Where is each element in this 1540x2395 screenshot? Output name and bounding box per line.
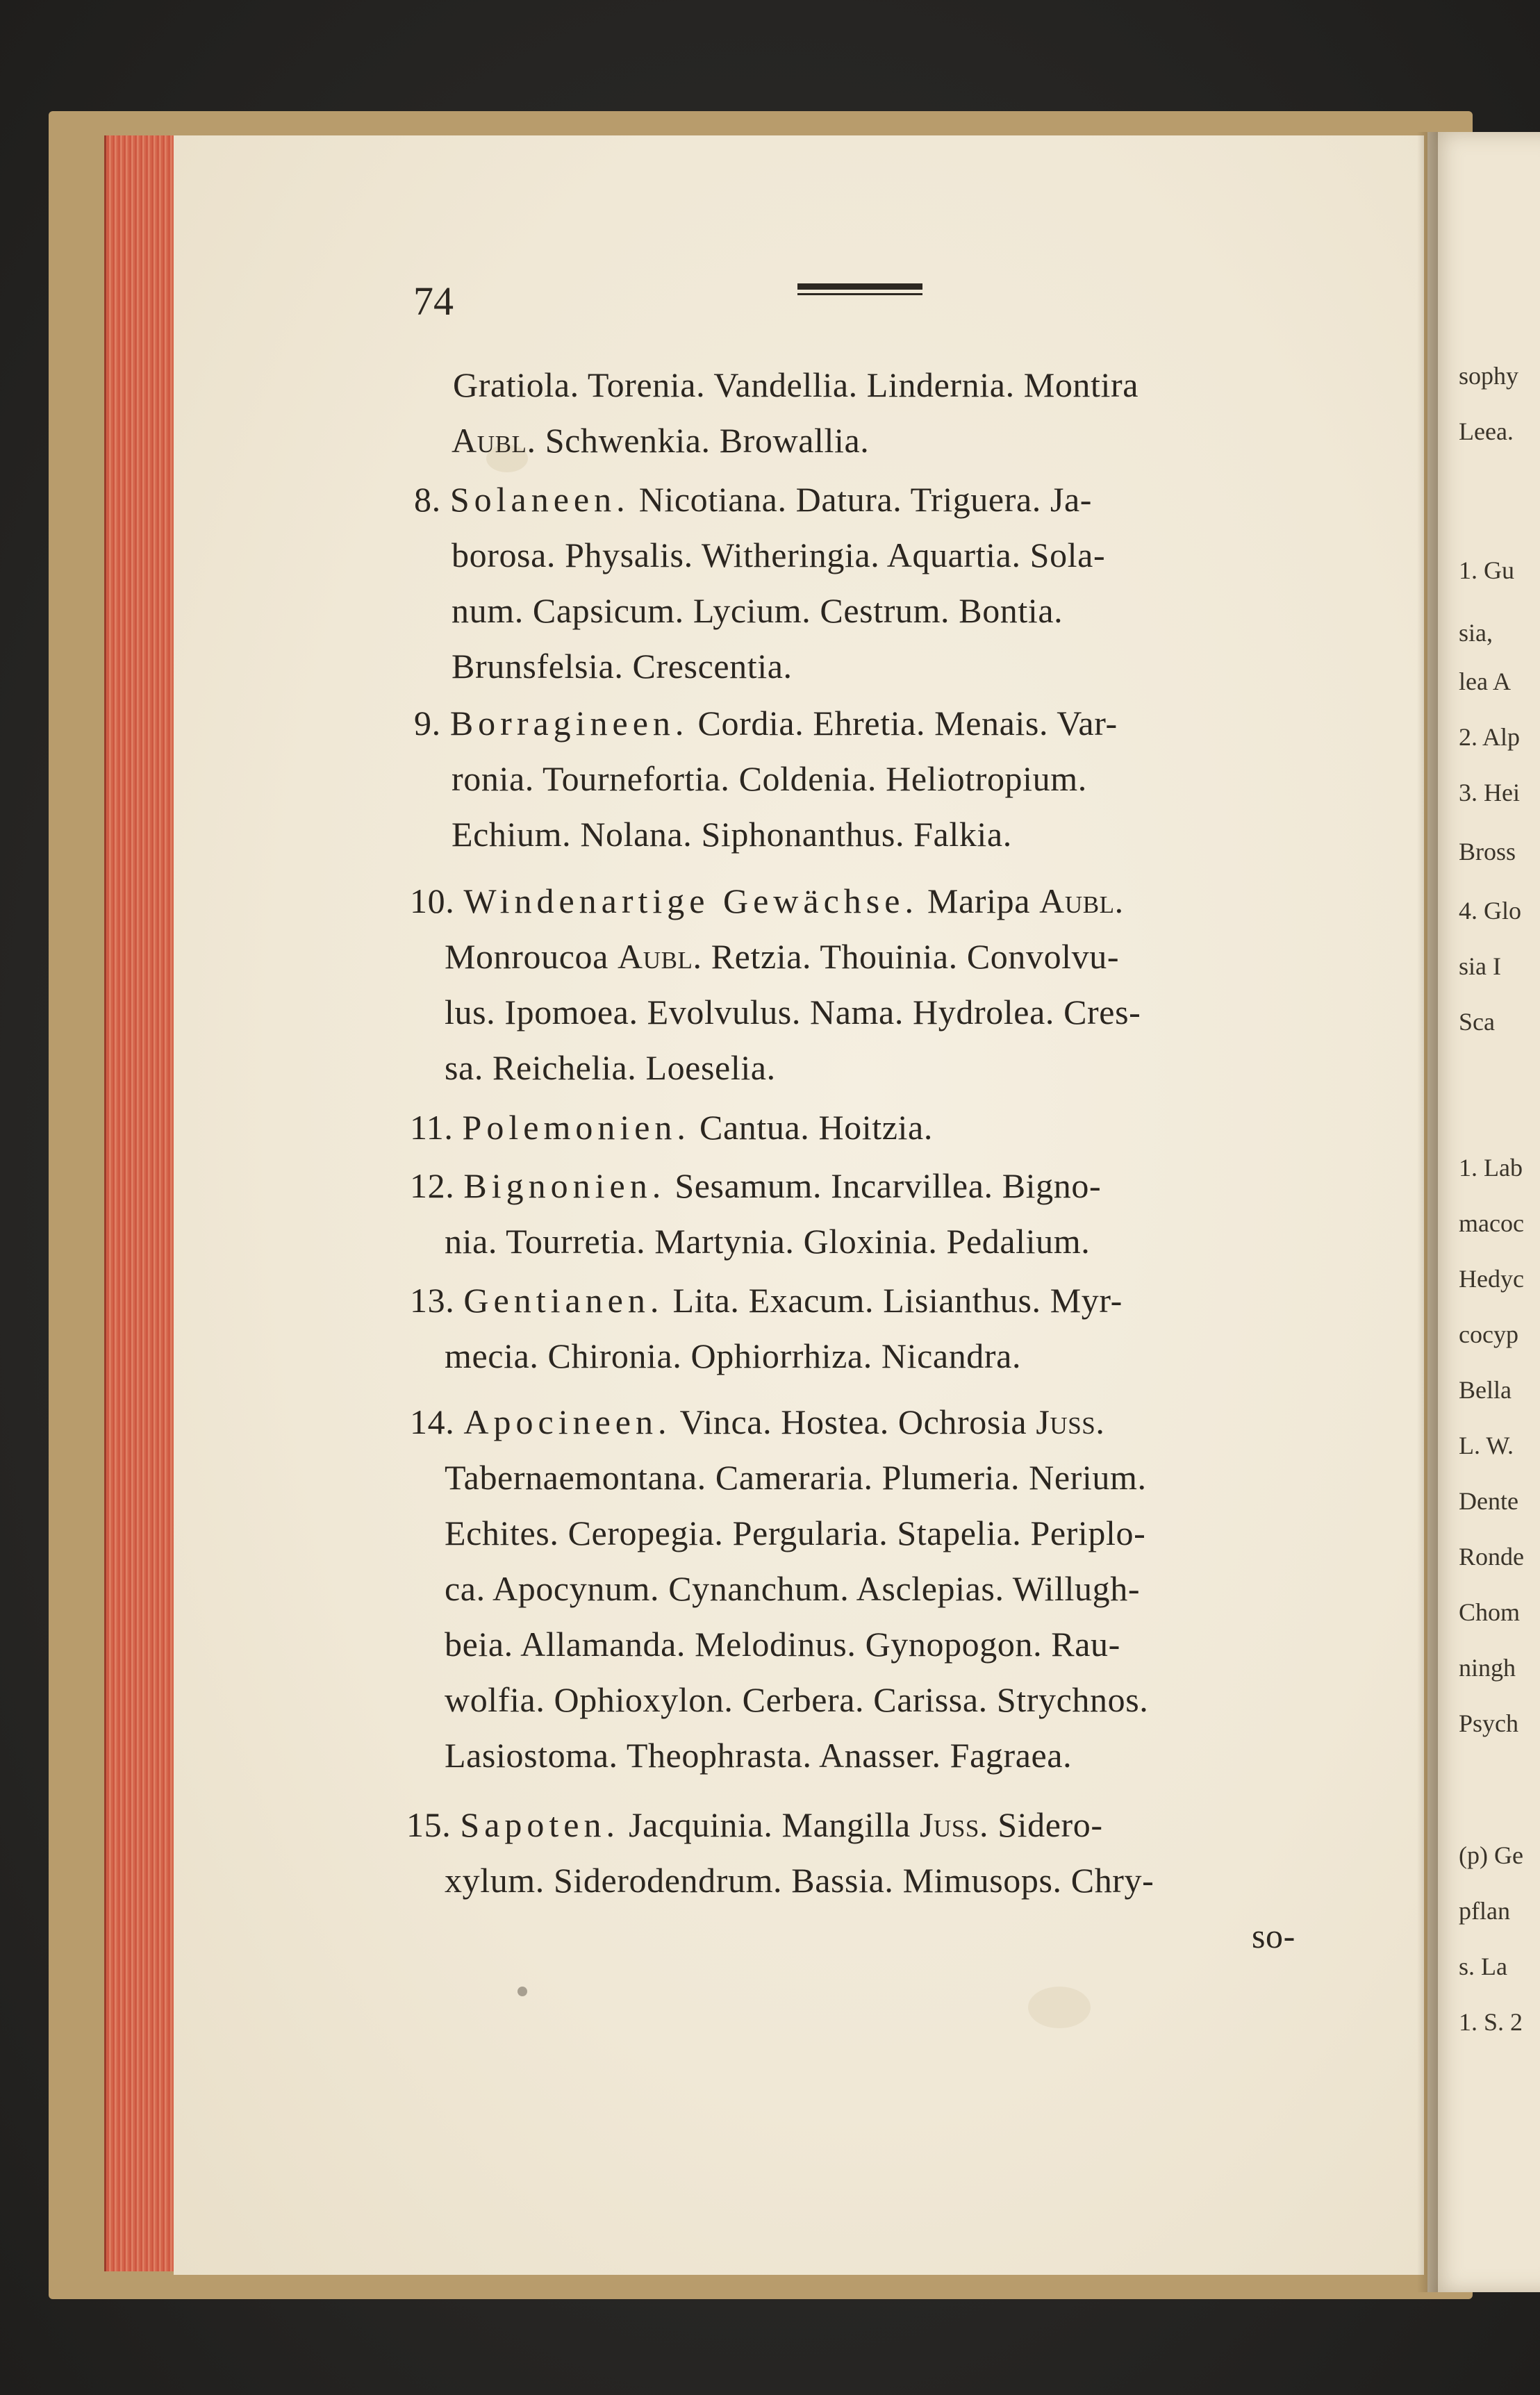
text-line: Lasiostoma. Theophrasta. Anasser. Fagraea. xyxy=(445,1736,1073,1775)
page-number: 74 xyxy=(413,279,454,324)
adjacent-fragment: Sca xyxy=(1459,1008,1495,1036)
text-line: num. Capsicum. Lycium. Cestrum. Bontia. xyxy=(452,591,1063,630)
text-line: Brunsfelsia. Crescentia. xyxy=(452,647,793,686)
text-line: 8. Solaneen. Nicotiana. Datura. Triguera. Ja- xyxy=(414,480,1093,519)
adjacent-fragment: macoc xyxy=(1459,1209,1524,1237)
adjacent-fragment: 1. Lab xyxy=(1459,1154,1523,1182)
text-line: 14. Apocineen. Vinca. Hostea. Ochrosia Juss. xyxy=(410,1402,1105,1441)
red-page-edge xyxy=(104,135,183,2271)
text-line: wolfia. Ophioxylon. Cerbera. Carissa. Strychnos. xyxy=(445,1680,1149,1719)
adjacent-fragment: sophy xyxy=(1459,362,1519,390)
family-name: Apocineen. xyxy=(463,1402,672,1441)
author-abbreviation: Aubl. xyxy=(452,421,536,460)
text-line: beia. Allamanda. Melodinus. Gynopogon. Rau- xyxy=(445,1625,1120,1664)
text-line: mecia. Chironia. Ophiorrhiza. Nicandra. xyxy=(445,1336,1022,1375)
catchword: so- xyxy=(1252,1916,1295,1955)
adjacent-fragment: 2. Alp xyxy=(1459,723,1521,751)
adjacent-fragment: s. La xyxy=(1459,1953,1507,1980)
author-abbreviation: Juss. xyxy=(919,1805,989,1844)
adjacent-fragment: Ronde xyxy=(1459,1543,1524,1571)
adjacent-fragment: Leea. xyxy=(1459,417,1514,445)
family-name: Borragineen. xyxy=(449,704,689,743)
text-line: Aubl. Schwenkia. Browallia. xyxy=(452,421,870,460)
text-line: Gratiola. Torenia. Vandellia. Lindernia. Montira xyxy=(453,365,1139,404)
author-abbreviation: Aubl. xyxy=(1039,881,1124,920)
text-line: 10. Windenartige Gewächse. Maripa Aubl. xyxy=(410,881,1124,920)
author-abbreviation: Juss. xyxy=(1036,1402,1105,1441)
family-name: Bignonien. xyxy=(463,1166,666,1205)
text-line: Echites. Ceropegia. Pergularia. Stapelia. Periplo- xyxy=(445,1514,1146,1552)
adjacent-fragment: ningh xyxy=(1459,1654,1516,1682)
text-line: 9. Borragineen. Cordia. Ehretia. Menais. Var- xyxy=(414,704,1118,743)
text-line: 13. Gentianen. Lita. Exacum. Lisianthus. Myr- xyxy=(410,1281,1123,1320)
text-line: sa. Reichelia. Loeselia. xyxy=(445,1048,776,1087)
adjacent-fragment: 1. S. 2 xyxy=(1459,2008,1523,2036)
adjacent-fragment: Bross xyxy=(1459,838,1516,865)
adjacent-fragment: cocyp xyxy=(1459,1320,1518,1348)
text-line: Monroucoa Aubl. Retzia. Thouinia. Convolvu- xyxy=(445,937,1120,976)
adjacent-fragment: 4. Glo xyxy=(1459,897,1521,925)
adjacent-fragment: Hedyc xyxy=(1459,1265,1524,1293)
adjacent-fragment: Dente xyxy=(1459,1487,1518,1515)
adjacent-fragment: pflan xyxy=(1459,1897,1510,1925)
family-name: Polemonien. xyxy=(462,1108,690,1147)
adjacent-fragment: L. W. xyxy=(1459,1432,1514,1459)
paper-stain xyxy=(1028,1987,1091,2028)
family-name: Gentianen. xyxy=(463,1281,664,1320)
text-line: 11. Polemonien. Cantua. Hoitzia. xyxy=(410,1108,933,1147)
family-name: Windenartige Gewächse. xyxy=(463,881,918,920)
adjacent-page-text xyxy=(1459,0,1540,2395)
adjacent-fragment: sia, xyxy=(1459,619,1493,647)
header-rule-thin xyxy=(797,293,922,295)
ink-speck xyxy=(518,1987,527,1996)
text-line: borosa. Physalis. Witheringia. Aquartia. Sola- xyxy=(452,536,1106,574)
adjacent-fragment: lea A xyxy=(1459,668,1511,695)
adjacent-fragment: Bella xyxy=(1459,1376,1512,1404)
adjacent-fragment: 1. Gu xyxy=(1459,556,1514,584)
adjacent-fragment: sia I xyxy=(1459,952,1501,980)
text-line: ca. Apocynum. Cynanchum. Asclepias. Willugh- xyxy=(445,1569,1141,1608)
adjacent-fragment: 3. Hei xyxy=(1459,779,1520,806)
adjacent-fragment: Psych xyxy=(1459,1709,1519,1737)
text-line: xylum. Siderodendrum. Bassia. Mimusops. Chry- xyxy=(445,1861,1154,1900)
text-line: lus. Ipomoea. Evolvulus. Nama. Hydrolea. Cres- xyxy=(445,993,1141,1031)
gutter-shadow xyxy=(1417,132,1438,2292)
text-line: Echium. Nolana. Siphonanthus. Falkia. xyxy=(452,815,1012,854)
text-line: 12. Bignonien. Sesamum. Incarvillea. Bigno- xyxy=(410,1166,1102,1205)
adjacent-fragment: Chom xyxy=(1459,1598,1521,1626)
text-line: nia. Tourretia. Martynia. Gloxinia. Pedalium. xyxy=(445,1222,1091,1261)
text-line: 15. Sapoten. Jacquinia. Mangilla Juss. Sidero- xyxy=(406,1805,1103,1844)
adjacent-fragment: (p) Ge xyxy=(1459,1841,1523,1869)
header-rule xyxy=(797,283,922,290)
text-line: ronia. Tournefortia. Coldenia. Heliotropium. xyxy=(452,759,1087,798)
family-name: Solaneen. xyxy=(449,480,630,519)
text-line: Tabernaemontana. Cameraria. Plumeria. Nerium. xyxy=(445,1458,1147,1497)
author-abbreviation: Aubl. xyxy=(618,937,702,976)
family-name: Sapoten. xyxy=(460,1805,620,1844)
